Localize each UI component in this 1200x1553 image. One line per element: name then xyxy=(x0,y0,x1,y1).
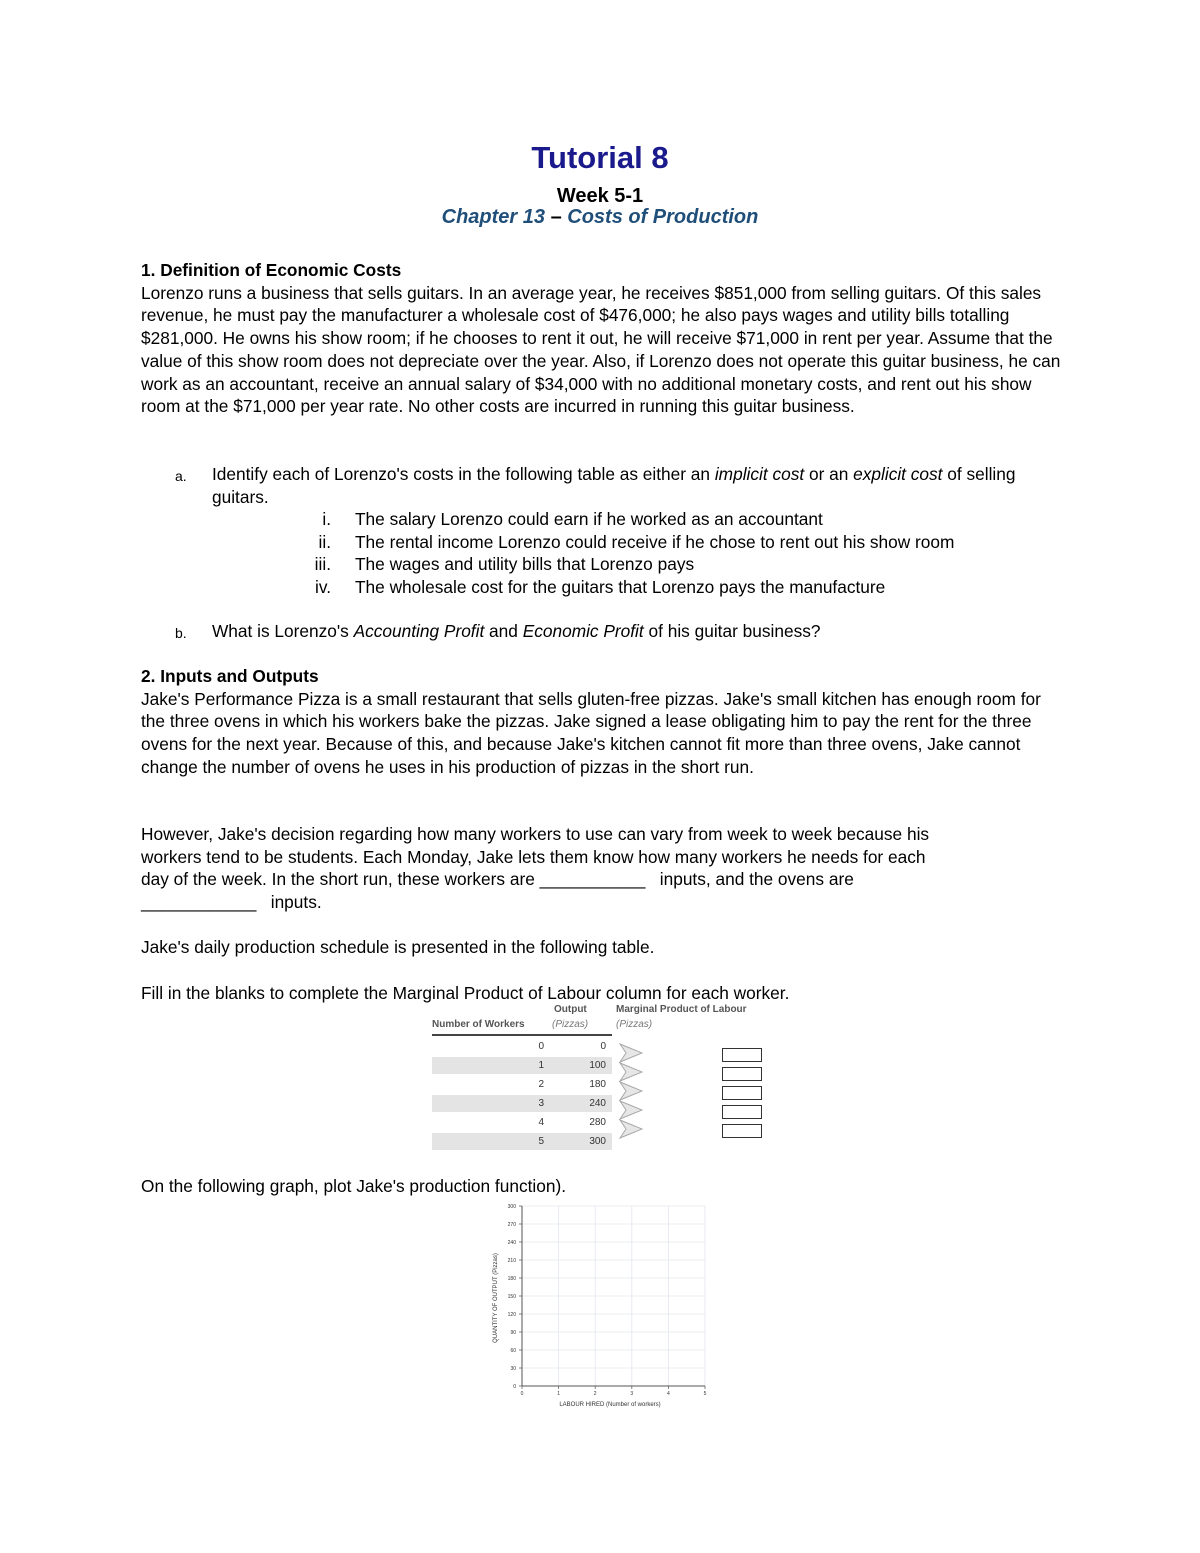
graph-axes xyxy=(519,1206,705,1389)
y-tick-label: 30 xyxy=(510,1366,516,1372)
table-row xyxy=(432,1133,612,1150)
section-1-paragraph: Lorenzo runs a business that sells guitars. In an average year, he receives $851,000 from selling guitars. Of this sales revenue, he must pay the manufacturer a wholesale cost of $476,000; he also pays wages and utility bills totalling $281,000. He owns his show room; if he chooses to rent it out, he will receive $71,000 in rent per year. Assume that the value of this show room does not depreciate over the year. Also, if Lorenzo does not operate this guitar business, he can work as an accountant, receive an annual salary of $34,000 with no additional monetary costs, and rent out his show room at the $71,000 per year rate. No other costs are incurred in running this guitar business. xyxy=(141,282,1061,417)
list-item-text: The salary Lorenzo could earn if he worked as an accountant xyxy=(355,509,823,529)
question-b-label: b. xyxy=(175,625,187,641)
chapter-number: Chapter 13 xyxy=(441,206,545,228)
list-item-text: The wages and utility bills that Lorenzo pays xyxy=(355,554,695,574)
production-function-graph[interactable] xyxy=(488,1196,718,1411)
workers-cell: 1 xyxy=(538,1060,544,1071)
output-cell: 180 xyxy=(589,1079,606,1090)
chevron-right-icon xyxy=(620,1101,642,1119)
output-unit: (Pizzas) xyxy=(552,1019,589,1030)
table-row xyxy=(432,1076,612,1093)
table-row xyxy=(432,1038,612,1055)
paragraph-2-line: day of the week. In the short run, these workers are ___________ inputs, and the ovens are xyxy=(141,869,854,890)
graph-grid xyxy=(522,1206,705,1386)
list-item-text: The wholesale cost for the guitars that Lorenzo pays the manufacture xyxy=(355,577,886,597)
x-tick-label: 0 xyxy=(520,1391,524,1397)
workers-cell: 5 xyxy=(538,1136,544,1147)
question-a-text-3: of selling guitars. xyxy=(212,464,1016,507)
implicit-cost-term: implicit cost xyxy=(714,464,805,484)
mpl-answer-box[interactable] xyxy=(722,1048,762,1062)
question-a-label: a. xyxy=(175,468,187,484)
accounting-profit-term: Accounting Profit xyxy=(353,621,485,641)
question-a-text-2: or an xyxy=(804,464,854,484)
workers-header: Number of Workers xyxy=(432,1019,525,1030)
table-row xyxy=(432,1057,612,1074)
table-row xyxy=(432,1095,612,1112)
y-tick-label: 120 xyxy=(507,1312,516,1318)
y-tick-label: 240 xyxy=(507,1240,516,1246)
output-cell: 280 xyxy=(589,1117,606,1128)
y-tick-label: 180 xyxy=(507,1276,516,1282)
output-cell: 0 xyxy=(600,1041,606,1052)
fill-instruction: Fill in the blanks to complete the Marginal Product of Labour column for each worker. xyxy=(141,983,790,1003)
y-tick-label: 60 xyxy=(510,1348,516,1354)
mpl-answer-box[interactable] xyxy=(722,1124,762,1138)
chapter-heading xyxy=(0,206,1200,229)
list-item-number: ii. xyxy=(318,532,331,552)
page-title: Tutorial 8 xyxy=(531,140,669,175)
schedule-intro: Jake's daily production schedule is presented in the following table. xyxy=(141,937,655,957)
table-header-rule xyxy=(432,1034,612,1036)
workers-cell: 0 xyxy=(538,1041,544,1052)
mpl-answer-box[interactable] xyxy=(722,1067,762,1081)
explicit-cost-term: explicit cost xyxy=(853,464,943,484)
mpl-unit-header xyxy=(616,1019,652,1030)
economic-profit-term: Economic Profit xyxy=(522,621,644,641)
section-2-heading: 2. Inputs and Outputs xyxy=(141,666,319,686)
question-b-text-3: of his guitar business? xyxy=(643,621,821,641)
production-table xyxy=(432,1004,772,1147)
y-tick-label: 300 xyxy=(507,1204,516,1210)
chevron-right-icon xyxy=(620,1120,642,1138)
x-tick-label: 4 xyxy=(667,1391,670,1397)
section-2-paragraph-2 xyxy=(141,823,1061,914)
paragraph-2-line: ____________ inputs. xyxy=(141,892,322,913)
week-subtitle: Week 5-1 xyxy=(556,185,644,207)
output-cell: 100 xyxy=(589,1060,606,1071)
section-1 xyxy=(141,259,1061,418)
mpl-answer-box[interactable] xyxy=(722,1086,762,1100)
question-a-text-1: Identify each of Lorenzo's costs in the following table as either an xyxy=(212,464,715,484)
list-item-number: iv. xyxy=(315,577,331,597)
x-tick-label: 2 xyxy=(593,1391,597,1397)
paragraph-2-line: However, Jake's decision regarding how many workers to use can vary from week to week because his xyxy=(141,824,930,844)
output-header: Output xyxy=(554,1004,587,1015)
chapter-topic: Costs of Production xyxy=(567,206,759,228)
y-tick-label: 0 xyxy=(513,1384,516,1390)
workers-cell: 4 xyxy=(538,1117,544,1128)
chevron-right-icon xyxy=(620,1044,642,1062)
y-axis-label: QUANTITY OF OUTPUT (Pizzas) xyxy=(493,1253,499,1343)
section-2 xyxy=(141,665,1061,779)
paragraph-2-line: workers tend to be students. Each Monday, Jake lets them know how many workers he needs for each xyxy=(141,846,926,867)
workers-cell: 3 xyxy=(538,1098,544,1109)
question-a-text xyxy=(212,463,1062,508)
list-item-text: The rental income Lorenzo could receive if he chose to rent out his show room xyxy=(355,532,955,552)
graph-instruction: On the following graph, plot Jake's production function). xyxy=(141,1176,567,1196)
y-tick-label: 150 xyxy=(507,1294,516,1300)
mpl-unit: (Pizzas) xyxy=(616,1019,653,1030)
x-tick-label: 5 xyxy=(703,1391,707,1397)
question-b-text xyxy=(212,620,1062,643)
output-unit-header xyxy=(552,1019,588,1030)
section-2-paragraph-1: Jake's Performance Pizza is a small restaurant that sells gluten-free pizzas. Jake's small kitchen has enough room for the three ovens in which his workers bake the pizzas. Jake signed a lease obligating him to pay the rent for the three ovens for the next year. Because of this, and because Jake's kitchen cannot fit more than three ovens, Jake cannot change the number of ovens he uses in his production of pizzas in the short run. xyxy=(141,688,1041,777)
question-b-text-1: What is Lorenzo's xyxy=(212,621,354,641)
list-item-number: iii. xyxy=(314,554,331,574)
x-tick-label: 3 xyxy=(630,1391,634,1397)
table-row xyxy=(432,1114,612,1131)
chapter-dash: – xyxy=(550,206,562,228)
x-tick-label: 1 xyxy=(557,1391,560,1397)
question-b-text-2: and xyxy=(484,621,523,641)
section-1-heading: 1. Definition of Economic Costs xyxy=(141,260,402,280)
chevron-right-icon xyxy=(620,1063,642,1081)
list-item-number: i. xyxy=(322,509,331,529)
bracket-arrows xyxy=(618,1040,648,1144)
y-tick-label: 90 xyxy=(510,1330,516,1336)
y-tick-label: 270 xyxy=(507,1222,516,1228)
workers-cell: 2 xyxy=(538,1079,544,1090)
y-tick-label: 210 xyxy=(507,1258,516,1264)
output-cell: 300 xyxy=(589,1136,606,1147)
mpl-header: Marginal Product of Labour xyxy=(616,1004,747,1015)
mpl-answer-box[interactable] xyxy=(722,1105,762,1119)
output-cell: 240 xyxy=(589,1098,606,1109)
chevron-right-icon xyxy=(620,1082,642,1100)
x-axis-label: LABOUR HIRED (Number of workers) xyxy=(559,1402,661,1408)
